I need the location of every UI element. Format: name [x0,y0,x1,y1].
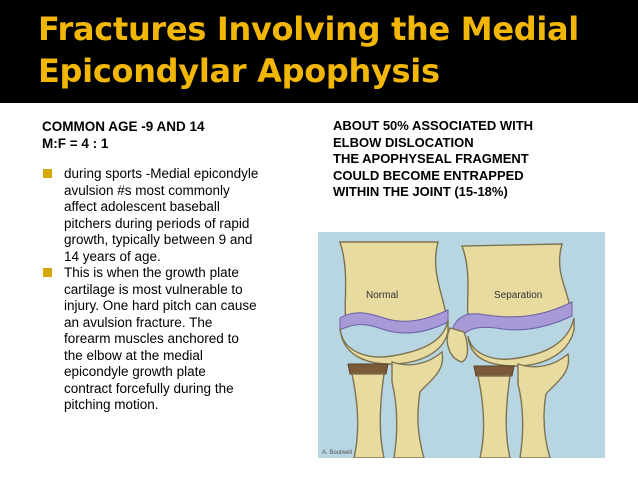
bullet-list [42,166,292,414]
bullet-line: during sports -Medial epicondyle [64,166,259,181]
title-line-1: Fractures Involving the Medial [38,10,579,48]
bullet-line: forearm muscles anchored to [64,331,239,346]
title-line-2: Epicondylar Apophysis [38,52,440,90]
bullet-line: cartilage is most vulnerable to [64,281,243,297]
bullet-item [42,166,292,265]
bullet-line: contract forcefully during the [64,380,234,396]
radius-head-normal [348,364,388,374]
normal-elbow [340,242,448,458]
separation-label: Separation [494,290,543,301]
radius-normal [352,374,384,458]
right-text-line: ELBOW DISLOCATION [333,134,474,150]
square-bullet-icon [43,169,52,178]
bullet-line: an avulsion fracture. The [64,314,213,330]
illustration-credit: A. Boutwell [322,450,353,456]
sex-ratio-heading: M:F = 4 : 1 [42,136,109,151]
common-age-heading: COMMON AGE -9 AND 14 [42,119,205,134]
elbow-diagram-svg [318,232,605,458]
bullet-line: growth, typically between 9 and [64,232,253,247]
bullet-line: avulsion #s most commonly [64,182,230,198]
bullet-line: pitching motion. [64,397,159,412]
bullet-line: epicondyle growth plate [64,364,206,379]
bullet-line: 14 years of age. [64,248,161,264]
radius-head-separation [474,366,514,376]
radius-separation [478,376,510,458]
ulna-separation [518,354,569,458]
left-column [42,118,292,414]
right-text-line: THE APOPHYSEAL FRAGMENT [333,151,529,166]
bullet-line: affect adolescent baseball [64,199,220,214]
right-text-line: COULD BECOME ENTRAPPED [333,167,524,183]
normal-label: Normal [366,290,399,301]
right-text-line: WITHIN THE JOINT (15-18%) [333,184,508,199]
title-bar [0,0,638,103]
fragment-separation [447,328,467,362]
humerus-separation [462,244,570,318]
slide-title [38,8,579,92]
right-column [333,118,623,201]
bullet-item [42,265,292,414]
bullet-line: pitchers during periods of rapid [64,215,250,231]
bullet-line: This is when the growth plate [64,265,239,280]
separation-elbow [447,244,574,458]
ulna-normal [392,352,443,458]
bullet-line: the elbow at the medial [64,347,203,363]
right-text-line: ABOUT 50% ASSOCIATED WITH [333,118,534,133]
square-bullet-icon [43,268,52,277]
elbow-illustration [318,232,605,458]
humerus-normal [340,242,446,324]
bullet-line: injury. One hard pitch can cause [64,298,257,313]
